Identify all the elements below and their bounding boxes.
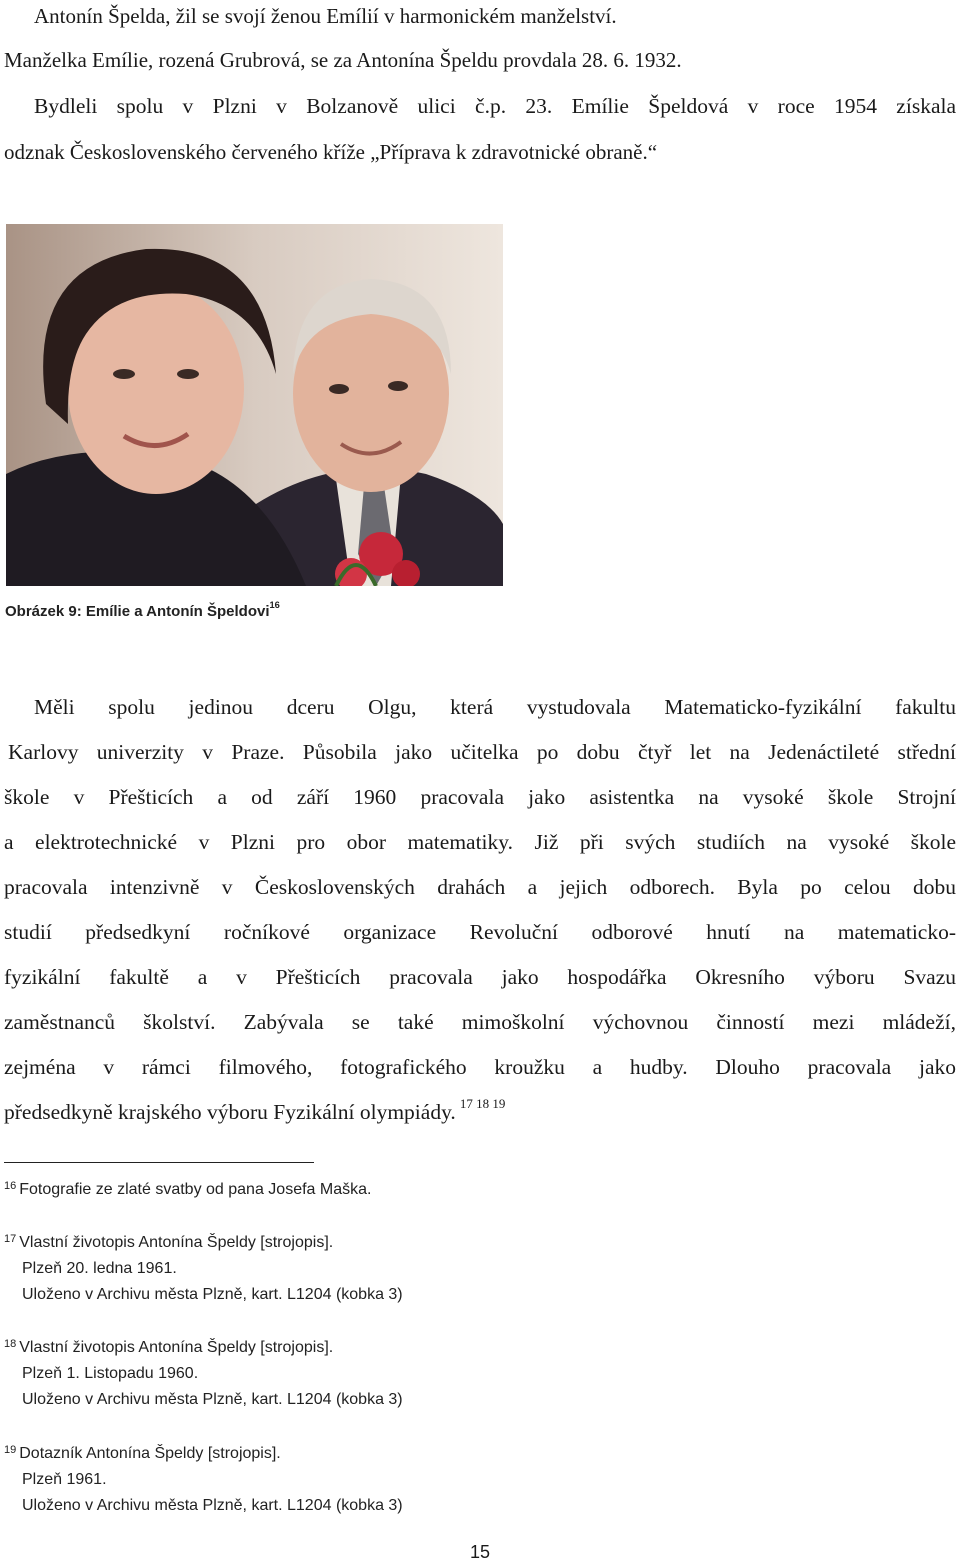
- paragraph-line-3: škole v Přešticích a od září 1960 pracovala jako asistentka na vysoké škole Strojní: [4, 785, 956, 809]
- paragraph-line-4: a elektrotechnické v Plzni pro obor matematiky. Již při svých studiích na vysoké škole: [4, 830, 956, 854]
- paragraph-line-9: zejména v rámci filmového, fotografického kroužku a hudby. Dlouho pracovala jako: [4, 1055, 956, 1079]
- intro-line-4: odznak Československého červeného kříže „Příprava k zdravotnické obraně.“: [4, 140, 658, 164]
- footnote-19-line-3: Uloženo v Archivu města Plzně, kart. L1204 (kobka 3): [22, 1497, 403, 1514]
- footnote-19-line-1: Dotazník Antonína Špeldy [strojopis].: [19, 1445, 281, 1462]
- footnote-19-line-2: Plzeň 1961.: [22, 1471, 107, 1488]
- figure-caption-footnote-mark: 16: [269, 599, 280, 610]
- footnote-17-line-2: Plzeň 20. ledna 1961.: [22, 1260, 177, 1277]
- footnote-18-line-3: Uloženo v Archivu města Plzně, kart. L1204 (kobka 3): [22, 1391, 403, 1408]
- paragraph-line-10: [4, 1096, 506, 1125]
- paragraph-line-1: Měli spolu jedinou dceru Olgu, která vystudovala Matematicko-fyzikální fakultu: [34, 695, 956, 719]
- footnote-16-line-1: Fotografie ze zlaté svatby od pana Josefa Maška.: [19, 1181, 372, 1198]
- figure-caption-text: Obrázek 9: Emílie a Antonín Špeldovi: [5, 603, 270, 620]
- footnote-17-line-1: Vlastní životopis Antonína Špeldy [strojopis].: [19, 1234, 334, 1251]
- footnote-18-line-2: Plzeň 1. Listopadu 1960.: [22, 1365, 199, 1382]
- paragraph-line-5: pracovala intenzivně v Československých drahách a jejich odborech. Byla po celou dobu: [4, 875, 956, 899]
- footnote-18-number: 18: [4, 1338, 17, 1350]
- page-number: 15: [469, 1542, 491, 1562]
- couple-photo-image: [6, 224, 503, 586]
- paragraph-line-10-text: předsedkyně krajského výboru Fyzikální olympiády.: [4, 1100, 456, 1124]
- figure-caption: [5, 599, 280, 620]
- footnote-separator: [4, 1162, 314, 1163]
- paragraph-line-6: studií předsedkyní ročníkové organizace Revoluční odborové hnutí na matematicko-: [4, 920, 956, 944]
- intro-line-1: Antonín Špelda, žil se svojí ženou Emílií v harmonickém manželství.: [34, 4, 617, 28]
- footnote-17-line-3: Uloženo v Archivu města Plzně, kart. L1204 (kobka 3): [22, 1286, 403, 1303]
- footnote-17-number: 17: [4, 1233, 17, 1245]
- footnote-16: [4, 1177, 371, 1203]
- paragraph-line-7: fyzikální fakultě a v Přešticích pracovala jako hospodářka Okresního výboru Svazu: [4, 965, 956, 989]
- couple-photo: [6, 224, 503, 586]
- paragraph-line-8: zaměstnanců školství. Zabývala se také mimoškolní výchovnou činností mezi mládeží,: [4, 1010, 956, 1034]
- footnote-16-number: 16: [4, 1180, 17, 1192]
- paragraph-line-2: Karlovy univerzity v Praze. Působila jako učitelka po dobu čtyř let na Jedenáctileté střední: [8, 740, 956, 764]
- footnote-18: [4, 1335, 403, 1413]
- footnote-17: [4, 1230, 403, 1308]
- footnote-19-number: 19: [4, 1444, 17, 1456]
- paragraph-footnote-marks: 17 18 19: [459, 1096, 506, 1112]
- footnote-19: [4, 1441, 403, 1519]
- intro-line-3: Bydleli spolu v Plzni v Bolzanově ulici č.p. 23. Emílie Špeldová v roce 1954 získala: [34, 94, 956, 118]
- intro-line-2: Manželka Emílie, rozená Grubrová, se za Antonína Špeldu provdala 28. 6. 1932.: [4, 48, 682, 72]
- footnote-18-line-1: Vlastní životopis Antonína Špeldy [strojopis].: [19, 1339, 334, 1356]
